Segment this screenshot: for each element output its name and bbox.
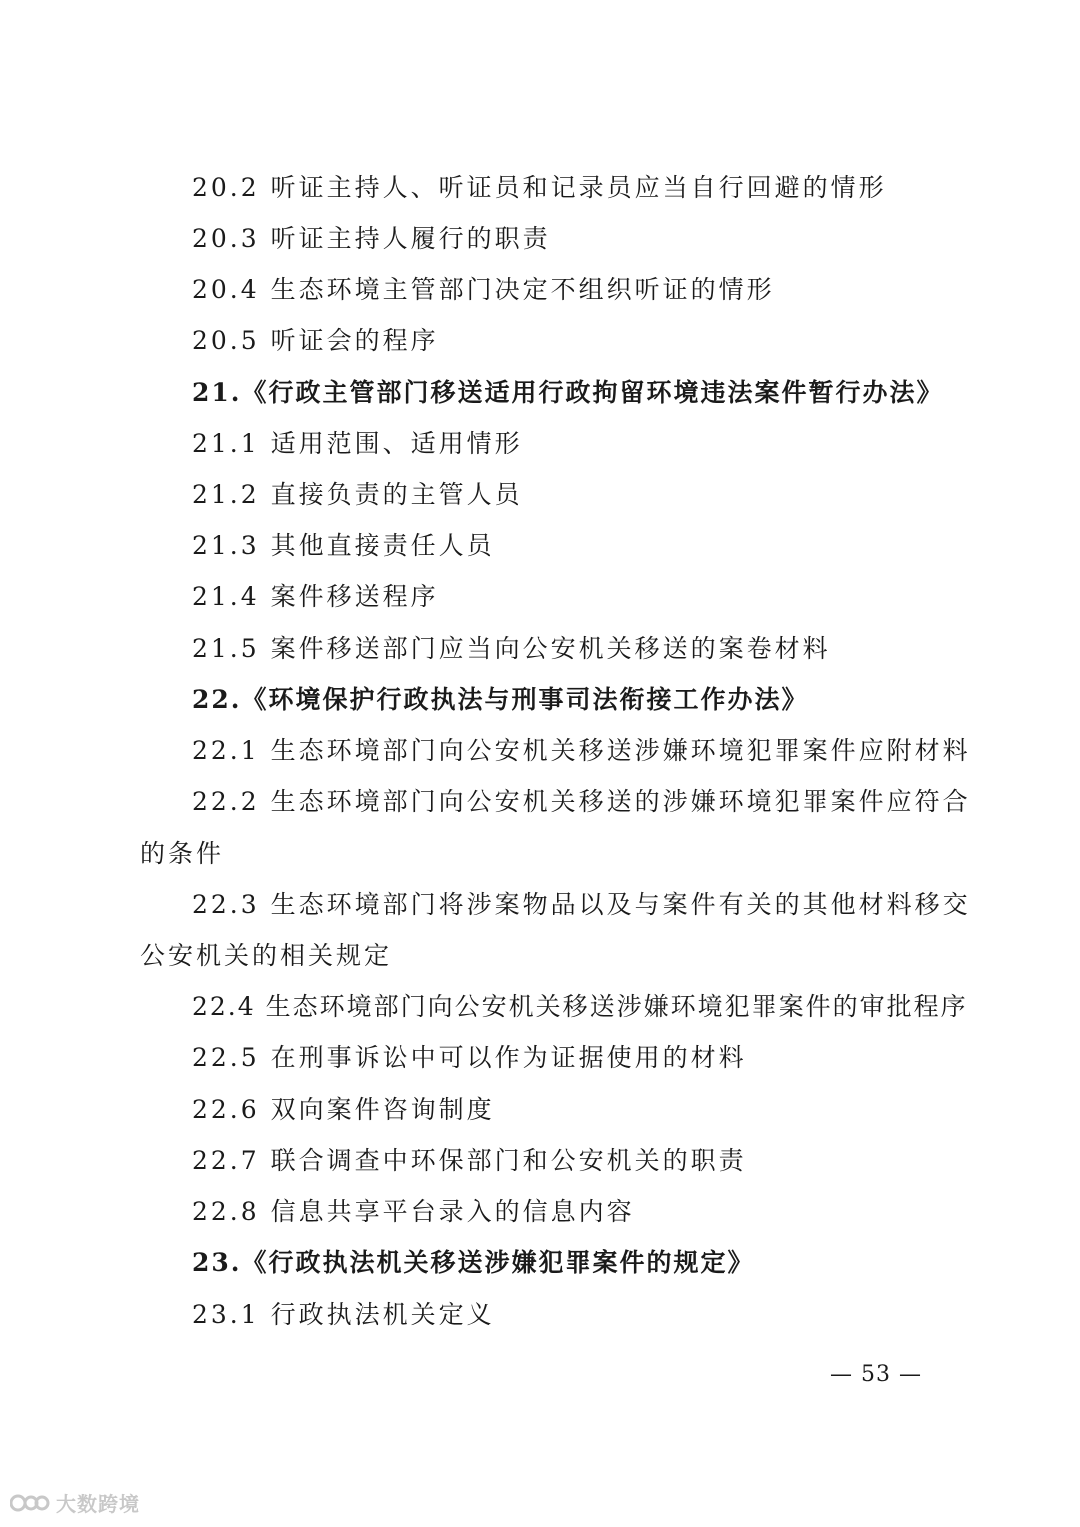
line-23-1: 23.1 行政执法机关定义 xyxy=(192,1300,495,1329)
line-22-4: 22.4 生态环境部门向公安机关移送涉嫌环境犯罪案件的审批程序 xyxy=(192,992,968,1021)
line-22-3: 22.3 生态环境部门将涉案物品以及与案件有关的其他材料移交 xyxy=(192,890,971,919)
line-20-5: 20.5 听证会的程序 xyxy=(192,326,439,355)
line-21-1: 21.1 适用范围、适用情形 xyxy=(192,429,523,458)
line-20-3: 20.3 听证主持人履行的职责 xyxy=(192,224,551,253)
line-22-7: 22.7 联合调查中环保部门和公安机关的职责 xyxy=(192,1146,747,1175)
watermark-logo-icon xyxy=(10,1491,50,1515)
line-22-6: 22.6 双向案件咨询制度 xyxy=(192,1095,495,1124)
heading-23: 23.《行政执法机关移送涉嫌犯罪案件的规定》 xyxy=(192,1248,755,1277)
line-21-3: 21.3 其他直接责任人员 xyxy=(192,531,495,560)
watermark xyxy=(10,1488,140,1517)
line-22-3-continuation: 公安机关的相关规定 xyxy=(140,941,393,970)
line-21-5: 21.5 案件移送部门应当向公安机关移送的案卷材料 xyxy=(192,634,831,663)
heading-22: 22.《环境保护行政执法与刑事司法衔接工作办法》 xyxy=(192,685,809,714)
line-22-5: 22.5 在刑事诉讼中可以作为证据使用的材料 xyxy=(192,1043,747,1072)
line-22-2-continuation: 的条件 xyxy=(140,839,225,868)
line-20-4: 20.4 生态环境主管部门决定不组织听证的情形 xyxy=(192,275,775,304)
line-21-2: 21.2 直接负责的主管人员 xyxy=(192,480,523,509)
line-22-8: 22.8 信息共享平台录入的信息内容 xyxy=(192,1197,635,1226)
line-21-4: 21.4 案件移送程序 xyxy=(192,582,439,611)
line-22-1: 22.1 生态环境部门向公安机关移送涉嫌环境犯罪案件应附材料 xyxy=(192,736,971,765)
line-22-2: 22.2 生态环境部门向公安机关移送的涉嫌环境犯罪案件应符合 xyxy=(192,787,971,816)
page-number: — 53 — xyxy=(830,1362,922,1387)
watermark-text: 大数跨境 xyxy=(56,1492,140,1516)
heading-21: 21.《行政主管部门移送适用行政拘留环境违法案件暂行办法》 xyxy=(192,378,944,407)
line-20-2: 20.2 听证主持人、听证员和记录员应当自行回避的情形 xyxy=(192,173,887,202)
